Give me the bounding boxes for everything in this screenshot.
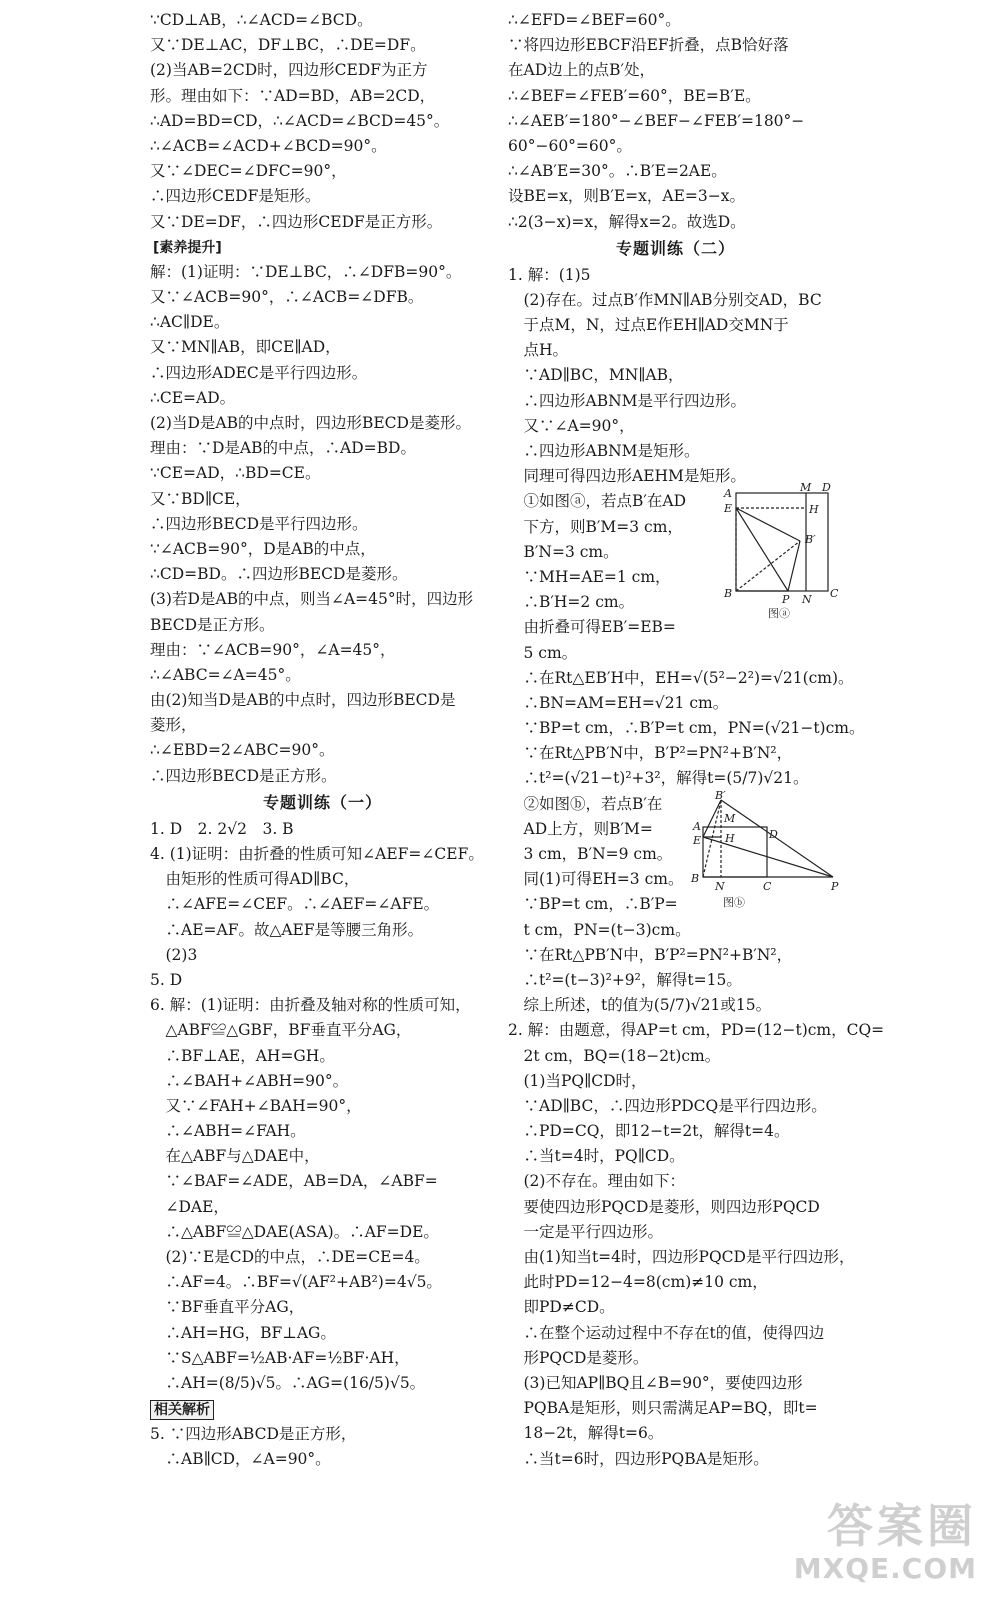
answer-line: (2)3 (150, 945, 198, 964)
solution-line: 理由：∵∠ACB=90°，∠A=45°， (150, 640, 396, 659)
answer-line: (2)∵E是CD的中点，∴DE=CE=4。 (150, 1248, 430, 1266)
solution-line: ∴四边形CEDF是矩形。 (150, 187, 321, 206)
answer-line: ∴∠AFE=∠CEF。∴∠AEF=∠AFE。 (150, 895, 440, 914)
solution-line: 下方，则B′M=3 cm， (508, 517, 683, 536)
fig-b-label-N: N (715, 879, 725, 893)
solution-line: 此时PD=12−4=8(cm)≠10 cm， (508, 1273, 768, 1292)
solution-line: ∴∠EBD=2∠ABC=90°。 (150, 741, 335, 760)
answer-line: ∠DAE， (150, 1197, 229, 1216)
solution-line: ∵BP=t cm，∴B′P= (508, 895, 678, 914)
answer-line: ∴AE=AF。故△AEF是等腰三角形。 (150, 920, 424, 939)
fig-b-label-D: D (769, 827, 778, 841)
solution-line: 又∵DE=DF，∴四边形CEDF是正方形。 (150, 212, 443, 231)
solution-line: ∴∠BEF=∠FEB′=60°，BE=B′E。 (508, 86, 761, 105)
solution-line: ∴t²=(t−3)²+9²，解得t=15。 (508, 970, 742, 989)
solution-line: (3)已知AP∥BQ且∠B=90°，要使四边形 (508, 1373, 803, 1392)
solution-line: ∴当t=6时，四边形PQBA是矩形。 (508, 1449, 769, 1468)
figure-b-diagram (673, 788, 848, 922)
solution-line: 即PD≠CD。 (508, 1298, 615, 1317)
fig-b-label-E: E (693, 833, 702, 847)
solution-line: 综上所述，t的值为(5/7)√21或15。 (508, 996, 772, 1015)
answer-line: 6. 解：(1)证明：由折叠及轴对称的性质可知， (150, 996, 471, 1015)
fig-a-label-P: P (782, 593, 790, 607)
left-solution-top (150, 8, 495, 235)
fig-b-label-B: B (691, 871, 700, 885)
solution-line: ∴当t=4时，PQ∥CD。 (508, 1147, 685, 1166)
solution-line: 又∵∠ACB=90°，∴∠ACB=∠DFB。 (150, 288, 424, 307)
answer-line: 由矩形的性质可得AD∥BC， (150, 870, 360, 889)
right-column (508, 8, 885, 1472)
solution-line: 1. 解：(1)5 (508, 265, 591, 284)
solution-line: 2. 解：由题意，得AP=t cm，PD=(12−t)cm，CQ= (508, 1021, 885, 1040)
answer-line: △ABF≌△GBF，BF垂直平分AG， (150, 1021, 412, 1040)
related-analysis-tag: 相关解析 (150, 1400, 214, 1420)
solution-line: ∵MH=AE=1 cm， (508, 567, 671, 586)
solution-line: (2)当D是AB的中点时，四边形BECD是菱形。 (150, 414, 471, 432)
solution-line: t cm，PN=(t−3)cm。 (508, 920, 691, 939)
solution-line: 5 cm。 (508, 643, 578, 662)
fig-b-caption: 图ⓑ (723, 895, 745, 909)
answer-line: ∵∠BAF=∠ADE，AB=DA，∠ABF= (150, 1172, 438, 1191)
answer-line: 在△ABF与△DAE中， (150, 1147, 320, 1166)
solution-line: ∴CD=BD。∴四边形BECD是菱形。 (150, 565, 408, 584)
solution-line: 要使四边形PQCD是菱形，则四边形PQCD (508, 1197, 820, 1216)
solution-line: (2)当AB=2CD时，四边形CEDF为正方 (150, 61, 428, 80)
section-title-one: 专题训练（一） (262, 792, 382, 812)
solution-line: ∴四边形ABNM是矩形。 (508, 442, 700, 460)
training-two-part2 (508, 943, 885, 1472)
figure-a-diagram (708, 481, 843, 645)
solution-line: (2)存在。过点B′作MN∥AB分别交AD，BC (508, 290, 822, 309)
answer-line: ∵S△ABF=½AB·AF=½BF·AH， (150, 1348, 410, 1367)
solution-line: ∴∠EFD=∠BEF=60°。 (508, 11, 681, 29)
solution-line: ∴∠AEB′=180°−∠BEF−∠FEB′=180°− (508, 111, 805, 130)
solution-line: ①如图ⓐ，若点B′在AD (508, 492, 687, 511)
suyang-tag: [ 素养提升 ] (150, 239, 225, 257)
solution-line: 点H。 (508, 341, 569, 360)
solution-line: ∴PD=CQ，即12−t=2t，解得t=4。 (508, 1122, 790, 1141)
solution-line: ∴CE=AD。 (150, 388, 236, 407)
solution-line: B′N=3 cm。 (508, 542, 619, 561)
fig-a-label-E: E (724, 502, 733, 516)
solution-line: ∵在Rt△PB′N中，B′P²=PN²+B′N²， (508, 744, 793, 763)
solution-line: (1)当PQ∥CD时， (508, 1071, 647, 1090)
solution-line: ∴∠ABC=∠A=45°。 (150, 665, 301, 684)
answer-line: ∴AH=HG，BF⊥AG。 (150, 1323, 336, 1342)
solution-line: 60°−60°=60°。 (508, 136, 632, 155)
solution-line: 由折叠可得EB′=EB= (508, 618, 676, 637)
fig-b-label-A: A (693, 819, 701, 833)
solution-line: 理由：∵D是AB的中点，∴AD=BD。 (150, 439, 416, 458)
solution-line: ∴在整个运动过程中不存在t的值，使得四边 (508, 1323, 825, 1342)
solution-line: (3)若D是AB的中点，则当∠A=45°时，四边形 (150, 590, 474, 609)
solution-line: 又∵∠DEC=∠DFC=90°， (150, 162, 347, 181)
solution-line: ∴四边形ABNM是平行四边形。 (508, 391, 747, 410)
suyang-solution (150, 260, 495, 789)
fig-a-label-A: A (724, 487, 732, 501)
left-column (150, 8, 495, 1473)
fig-a-label-D: D (822, 481, 831, 495)
solution-line: 菱形， (150, 716, 197, 735)
solution-line: 又∵DE⊥AC，DF⊥BC，∴DE=DF。 (150, 36, 426, 55)
solution-line: AD上方，则B′M= (508, 819, 653, 838)
solution-line: ∵将四边形EBCF沿EF折叠，点B恰好落 (508, 36, 789, 55)
solution-line: 同(1)可得EH=3 cm。 (508, 870, 684, 889)
related-analysis-lines (150, 1422, 495, 1472)
analysis-line: 5. ∵四边形ABCD是正方形， (150, 1425, 357, 1444)
right-solution-top (508, 8, 843, 235)
fig-a-label-B: B (724, 587, 733, 601)
solution-line: PQBA是矩形，则只需满足AP=BQ，即t= (508, 1399, 818, 1418)
fig-a-caption: 图ⓐ (768, 607, 790, 621)
solution-line: ∵BP=t cm，∴B′P=t cm，PN=(√21−t)cm。 (508, 719, 865, 738)
solution-line: 于点M，N，过点E作EH∥AD交MN于 (508, 316, 789, 335)
solution-line: 同理可得四边形AEHM是矩形。 (508, 467, 746, 486)
watermark (767, 1500, 977, 1590)
answer-line: 4. (1)证明：由折叠的性质可知∠AEF=∠CEF。 (150, 845, 484, 863)
solution-line: ∴在Rt△EB′H中，EH=√(5²−2²)=√21(cm)。 (508, 668, 854, 687)
fig-b-label-P: P (831, 879, 839, 893)
solution-line: (2)不存在。理由如下： (508, 1172, 685, 1191)
figure-b-block (508, 788, 843, 943)
analysis-line: ∴AB∥CD，∠A=90°。 (150, 1450, 331, 1469)
solution-line: ∵CD⊥AB，∴∠ACD=∠BCD。 (150, 11, 373, 29)
solution-line: ∴∠ACB=∠ACD+∠BCD=90°。 (150, 136, 387, 155)
solution-line: ∵CE=AD，∴BD=CE。 (150, 464, 321, 483)
solution-line: ∵在Rt△PB′N中，B′P²=PN²+B′N²， (508, 945, 793, 964)
solution-line: ∵AD∥BC，MN∥AB， (508, 366, 684, 385)
section-title-two: 专题训练（二） (615, 238, 735, 258)
solution-line: ∴四边形ADEC是平行四边形。 (150, 363, 368, 382)
answer-line: ∴△ABF≌△DAE(ASA)。∴AF=DE。 (150, 1222, 439, 1241)
solution-line: 形PQCD是菱形。 (508, 1348, 649, 1367)
solution-line: ∴AD=BD=CD，∴∠ACD=∠BCD=45°。 (150, 111, 450, 130)
solution-line: ∵AD∥BC，∴四边形PDCQ是平行四边形。 (508, 1096, 827, 1115)
solution-line: ∴四边形BECD是正方形。 (150, 766, 337, 785)
solution-line: ∴AC∥DE。 (150, 313, 230, 332)
solution-line: ②如图ⓑ，若点B′在 (508, 794, 663, 813)
solution-line: ∴四边形BECD是平行四边形。 (150, 514, 368, 533)
answer-line: 5. D (150, 970, 183, 989)
training-one-answers (150, 817, 495, 1396)
solution-line: ∴2(3−x)=x，解得x=2。故选D。 (508, 212, 746, 231)
solution-line: 又∵BD∥CE， (150, 489, 251, 508)
related-tag-row (150, 1396, 495, 1422)
solution-line: 2t cm，BQ=(18−2t)cm。 (508, 1046, 721, 1065)
figure-a-block (508, 481, 843, 665)
solution-line: 解：(1)证明：∵DE⊥BC，∴∠DFB=90°。 (150, 262, 462, 281)
suyang-tag-row (150, 235, 495, 260)
solution-line: 设BE=x，则B′E=x，AE=3−x。 (508, 187, 745, 206)
fig-a-label-C: C (830, 587, 839, 601)
solution-line: 3 cm，B′N=9 cm。 (508, 845, 673, 863)
solution-line: ∴B′H=2 cm。 (508, 593, 635, 612)
solution-line: 18−2t，解得t=6。 (508, 1424, 664, 1443)
answer-line: ∴∠BAH+∠ABH=90°。 (150, 1071, 349, 1090)
fig-a-label-H: H (809, 503, 819, 517)
answer-line: ∴AH=(8/5)√5。∴AG=(16/5)√5。 (150, 1373, 426, 1392)
solution-line: ∴t²=(√21−t)²+3²，解得t=(5/7)√21。 (508, 769, 809, 788)
solution-line: 形。理由如下：∵AD=BD，AB=2CD， (150, 86, 436, 105)
solution-line: 又∵∠A=90°， (508, 416, 635, 435)
solution-line: ∴∠AB′E=30°。∴B′E=2AE。 (508, 162, 727, 181)
figure-a-solution (508, 666, 865, 792)
fig-a-label-Bprime: B′ (805, 533, 816, 547)
solution-line: 又∵MN∥AB，即CE∥AD， (150, 338, 341, 357)
solution-line: 在AD边上的点B′处， (508, 61, 656, 80)
answer-line: ∴AF=4。∴BF=√(AF²+AB²)=4√5。 (150, 1273, 442, 1292)
solution-line: 由(2)知当D是AB的中点时，四边形BECD是 (150, 691, 456, 710)
fig-b-label-M: M (724, 811, 736, 825)
answer-line: ∵BF垂直平分AG， (150, 1298, 305, 1317)
answer-line: ∴∠ABH=∠FAH。 (150, 1122, 306, 1141)
solution-line: 一定是平行四边形。 (508, 1222, 664, 1241)
fig-b-label-C: C (763, 879, 772, 893)
watermark-text: 答案圈 (827, 1499, 977, 1553)
solution-line: ∵∠ACB=90°，D是AB的中点， (150, 539, 376, 558)
solution-line: BECD是正方形。 (150, 615, 275, 634)
fig-a-label-M: M (800, 481, 812, 495)
fig-a-label-N: N (802, 593, 812, 607)
training-two-part1 (508, 263, 843, 490)
answer-line: 又∵∠FAH+∠BAH=90°， (150, 1096, 362, 1115)
fig-b-label-H: H (725, 831, 735, 845)
answer-line: 1. D 2. 2√2 3. B (150, 819, 294, 838)
fig-b-label-Bprime: B′ (715, 788, 726, 802)
solution-line: ∴BN=AM=EH=√21 cm。 (508, 693, 729, 712)
answer-line: ∴BF⊥AE，AH=GH。 (150, 1046, 335, 1065)
watermark-url: MXQE.COM (793, 1552, 977, 1585)
solution-line: 由(1)知当t=4时，四边形PQCD是平行四边形， (508, 1248, 855, 1266)
